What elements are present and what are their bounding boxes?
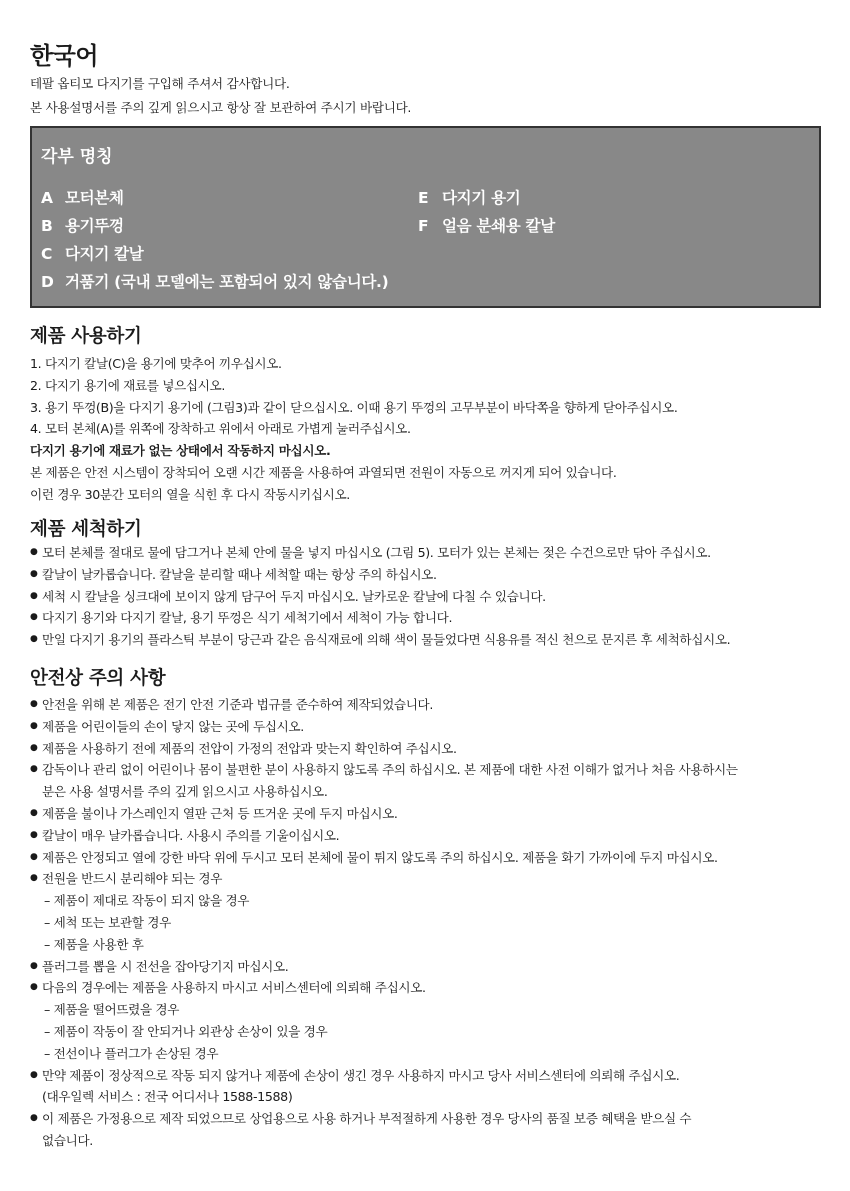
part-item: [418, 214, 555, 236]
safety-item: ● 제품은 안정되고 열에 강한 바닥 위에 두시고 모터 본체에 물이 튀지 않도록 주의 하십시오. 제품을 화기 가까이에 두지 마십시오.: [30, 847, 738, 869]
safety-subitem: – 제품이 작동이 잘 안되거나 외관상 손상이 있을 경우: [44, 1023, 328, 1039]
cleaning-item: ● 다지기 용기와 다지기 칼날, 용기 뚜껑은 식기 세척기에서 세척이 가능 합니다.: [30, 607, 730, 629]
cleaning-item: ● 만일 다지기 용기의 플라스틱 부분이 당근과 같은 음식재료에 의해 색이 물들었다면 식용유를 적신 천으로 문지른 후 세척하십시오.: [30, 629, 730, 651]
part-letter: A: [41, 189, 53, 207]
safety-item: ● 만약 제품이 정상적으로 작동 되지 않거나 제품에 손상이 생긴 경우 사용하지 마시고 당사 서비스센터에 의뢰해 주십시오.: [30, 1065, 738, 1087]
safety-item: ● 제품을 어린이들의 손이 닿지 않는 곳에 두십시오.: [30, 716, 738, 738]
cleaning-item: ● 칼날이 날카롭습니다. 칼날을 분리할 때나 세척할 때는 항상 주의 하십시오.: [30, 564, 730, 586]
part-letter: B: [41, 217, 53, 235]
part-label: 용기뚜껑: [65, 217, 124, 235]
usage-note: 이런 경우 30분간 모터의 열을 식힌 후 다시 작동시키십시오.: [30, 486, 350, 502]
safety-item: ● 제품을 사용하기 전에 제품의 전압이 가정의 전압과 맞는지 확인하여 주십시오.: [30, 738, 738, 760]
safety-subitem: – 전선이나 플러그가 손상된 경우: [44, 1045, 219, 1061]
safety-subitem: – 제품이 제대로 작동이 되지 않을 경우: [44, 893, 250, 909]
usage-step: 1. 다지기 칼날(C)을 용기에 맞추어 끼우십시오.: [30, 356, 282, 371]
cleaning-heading: 제품 세척하기: [30, 519, 142, 540]
safety-item-continued: 분은 사용 설명서를 주의 깊게 읽으시고 사용하십시오.: [42, 784, 328, 800]
safety-item: ● 이 제품은 가정용으로 제작 되었으므로 상업용으로 사용 하거나 부적절하게 사용한 경우 당사의 품질 보증 혜택을 받으실 수: [30, 1108, 738, 1130]
safety-item: ● 감독이나 관리 없이 어린이나 몸이 불편한 분이 사용하지 않도록 주의 하십시오. 본 제품에 대한 사전 이해가 없거나 처음 사용하시는: [30, 759, 738, 781]
usage-lines: [30, 353, 678, 506]
safety-item: ● 전원을 반드시 분리해야 되는 경우: [30, 868, 738, 890]
part-item: [41, 242, 143, 264]
safety-list: [30, 694, 738, 1152]
usage-step: 3. 용기 뚜껑(B)을 다지기 용기에 (그림3)과 같이 닫으십시오. 이때 용기 뚜껑의 고무부분이 바닥쪽을 향하게 닫아주십시오.: [30, 399, 678, 415]
part-label: 거품기 (국내 모델에는 포함되어 있지 않습니다.): [65, 273, 389, 291]
part-item: [418, 186, 520, 208]
part-letter: F: [418, 217, 429, 235]
usage-step: 2. 다지기 용기에 재료를 넣으십시오.: [30, 377, 225, 393]
cleaning-item: ● 세척 시 칼날을 싱크대에 보이지 않게 담구어 두지 마십시오. 날카로운 칼날에 다칠 수 있습니다.: [30, 586, 730, 608]
safety-subitem: – 제품을 사용한 후: [44, 936, 144, 952]
safety-subitem: – 제품을 떨어뜨렸을 경우: [44, 1002, 180, 1018]
cleaning-list: [30, 542, 730, 651]
part-letter: C: [41, 245, 53, 263]
intro-line: 본 사용설명서를 주의 깊게 읽으시고 항상 잘 보관하여 주시기 바랍니다.: [30, 100, 412, 115]
usage-warning: 다지기 용기에 재료가 없는 상태에서 작동하지 마십시오.: [30, 443, 331, 459]
part-item: [41, 214, 124, 236]
part-letter: D: [41, 273, 54, 291]
usage-heading: 제품 사용하기: [30, 326, 142, 347]
part-label: 모터본체: [65, 189, 124, 207]
part-letter: E: [418, 189, 429, 207]
safety-item: ● 칼날이 매우 날카롭습니다. 사용시 주의를 기울이십시오.: [30, 825, 738, 847]
part-label: 얼음 분쇄용 칼날: [442, 217, 555, 235]
safety-subitem: – 세척 또는 보관할 경우: [44, 914, 171, 930]
cleaning-item: ● 모터 본체를 절대로 물에 담그거나 본체 안에 물을 넣지 마십시오 (그림 5). 모터가 있는 본체는 젖은 수건으로만 닦아 주십시오.: [30, 542, 730, 564]
part-item: [41, 270, 388, 292]
parts-heading: 각부 명칭: [41, 147, 113, 167]
safety-item: ● 안전을 위해 본 제품은 전기 안전 기준과 법규를 준수하여 제작되었습니다.: [30, 694, 738, 716]
intro-text: [30, 72, 411, 120]
usage-note: 본 제품은 안전 시스템이 장착되어 오랜 시간 제품을 사용하여 과열되면 전원이 자동으로 꺼지게 되어 있습니다.: [30, 464, 617, 480]
parts-box: [30, 126, 821, 308]
part-label: 다지기 칼날: [65, 245, 144, 263]
usage-step: 4. 모터 본체(A)를 위쪽에 장착하고 위에서 아래로 가볍게 눌러주십시오.: [30, 421, 411, 437]
part-item: [41, 186, 124, 208]
intro-line: 테팔 옵티모 다지기를 구입해 주셔서 감사합니다.: [30, 76, 290, 91]
part-label: 다지기 용기: [442, 189, 521, 207]
safety-item: ● 제품을 불이나 가스레인지 열판 근처 등 뜨거운 곳에 두지 마십시오.: [30, 803, 738, 825]
safety-item: ● 플러그를 뽑을 시 전선을 잡아당기지 마십시오.: [30, 956, 738, 978]
safety-heading: 안전상 주의 사항: [30, 668, 166, 689]
safety-item: ● 다음의 경우에는 제품을 사용하지 마시고 서비스센터에 의뢰해 주십시오.: [30, 977, 738, 999]
safety-item-continued: (대우일렉 서비스 : 전국 어디서나 1588-1588): [42, 1089, 293, 1105]
safety-item-continued: 없습니다.: [42, 1132, 93, 1148]
page-title: 한국어: [30, 42, 99, 70]
